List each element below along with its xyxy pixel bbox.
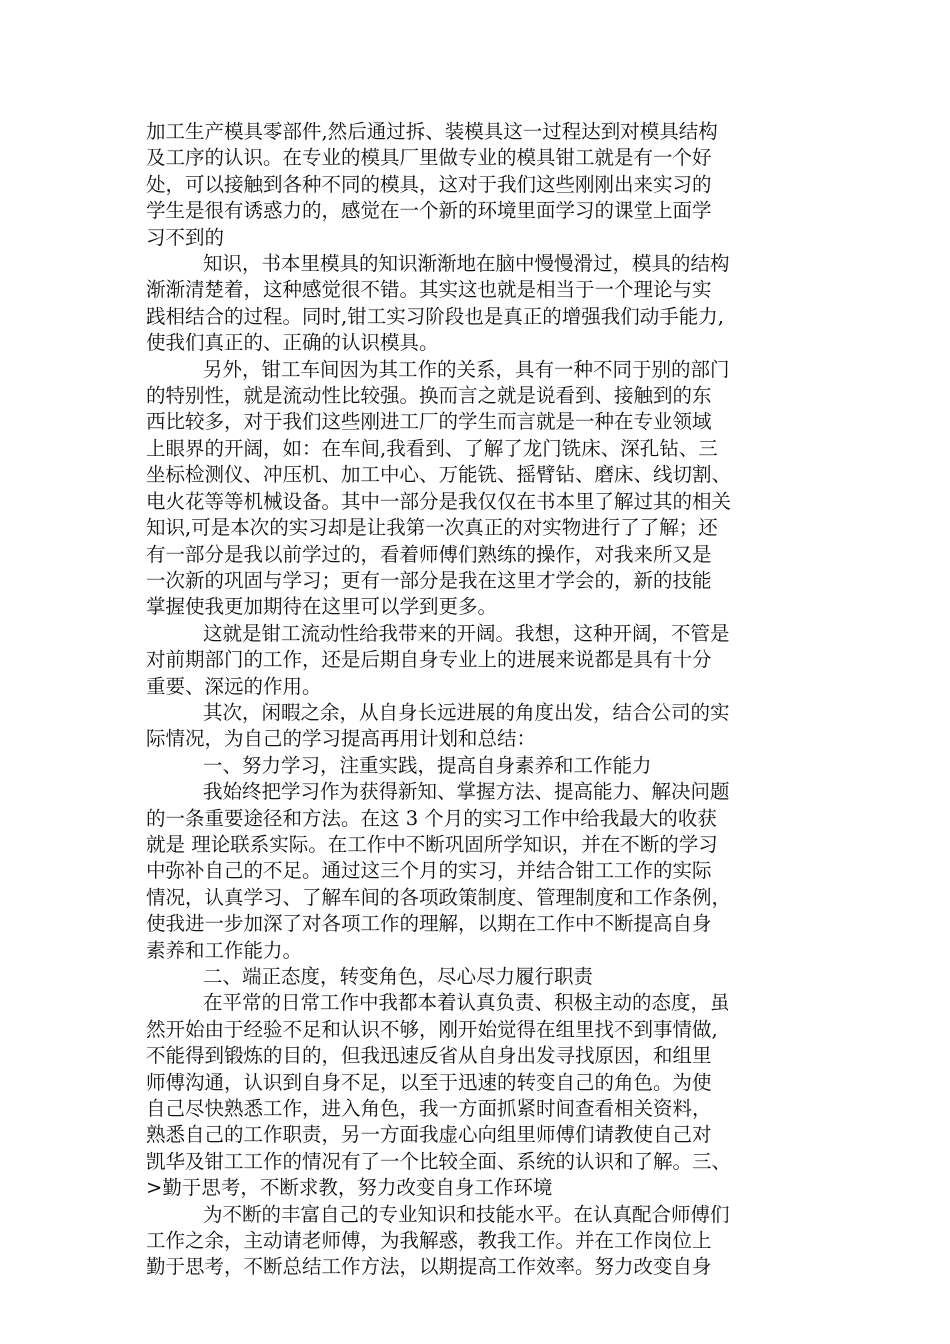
text-line: 为不断的丰富自己的专业知识和技能水平。在认真配合师傅们 <box>203 1202 730 1226</box>
text-line: 二、端正态度，转变角色，尽心尽力履行职责 <box>203 965 594 988</box>
text-line: 知识，书本里模具的知识渐渐地在脑中慢慢滑过，模具的结构 <box>203 252 730 276</box>
text-line: 不能得到锻炼的目的，但我迅速反省从自身出发寻找原因，和组里 <box>146 1044 712 1068</box>
text-line: 加工生产模具零部件,然后通过拆、装模具这一过程达到对模具结构 <box>146 120 718 143</box>
text-line: 我始终把学习作为获得新知、掌握方法、提高能力、解决问题 <box>203 780 730 804</box>
document-body <box>146 119 824 1281</box>
text-line: 的一条重要途径和方法。在这 3 个月的实习工作中给我最大的收获 <box>146 806 717 830</box>
text-line: 勤于思考，不断总结工作方法，以期提高工作效率。努力改变自身 <box>146 1255 712 1279</box>
text-line: 的特别性，就是流动性比较强。换而言之就是说看到、接触到的东 <box>146 384 712 408</box>
text-line: 凯华及钳工工作的情况有了一个比较全面、系统的认识和了解。三、 <box>146 1149 732 1173</box>
text-line: 习不到的 <box>146 225 225 249</box>
text-line: 电火花等等机械设备。其中一部分是我仅仅在书本里了解过其的相关 <box>146 489 732 513</box>
text-line: 熟悉自己的工作职责，另一方面我虚心向组里师傅们请教使自己对 <box>146 1123 712 1147</box>
text-line: 使我进一步加深了对各项工作的理解，以期在工作中不断提高自身 <box>146 912 712 936</box>
text-line: 际情况，为自己的学习提高再用计划和总结： <box>146 727 537 751</box>
text-line: 自己尽快熟悉工作，进入角色，我一方面抓紧时间查看相关资料， <box>146 1097 712 1121</box>
text-line: 有一部分是我以前学过的，看着师傅们熟练的操作，对我来所又是 <box>146 542 712 566</box>
text-line: 中弥补自己的不足。通过这三个月的实习，并结合钳工工作的实际 <box>146 859 712 883</box>
text-line: 重要、深远的作用。 <box>146 674 322 698</box>
text-line: 素养和工作能力。 <box>146 938 303 962</box>
text-line: 坐标检测仪、冲压机、加工中心、万能铣、摇臂钻、磨床、线切割、 <box>146 463 732 487</box>
text-line: 处，可以接触到各种不同的模具，这对于我们这些刚刚出来实习的 <box>146 172 712 196</box>
text-line: 渐渐清楚着，这种感觉很不错。其实这也就是相当于一个理论与实 <box>146 278 712 302</box>
text-line: 一次新的巩固与学习；更有一部分是我在这里才学会的，新的技能 <box>146 568 712 592</box>
text-line: >勤于思考，不断求教，努力改变自身工作环境 <box>146 1176 553 1200</box>
text-line: 另外，钳工车间因为其工作的关系，具有一种不同于别的部门 <box>203 357 730 381</box>
text-line: 知识,可是本次的实习却是让我第一次真正的对实物进行了了解；还 <box>146 516 718 540</box>
text-line: 学生是很有诱惑力的，感觉在一个新的环境里面学习的课堂上面学 <box>146 199 712 223</box>
text-line: 践相结合的过程。同时,钳工实习阶段也是真正的增强我们动手能力, <box>146 304 724 328</box>
text-line: 西比较多，对于我们这些刚进工厂的学生而言就是一种在专业领域 <box>146 410 712 434</box>
text-line: 其次，闲暇之余，从自身长远进展的角度出发，结合公司的实 <box>203 700 730 724</box>
text-line: 一、努力学习，注重实践，提高自身素养和工作能力 <box>203 753 652 777</box>
text-line: 师傅沟通，认识到自身不足，以至于迅速的转变自己的角色。为使 <box>146 1070 712 1094</box>
text-line: 使我们真正的、正确的认识模具。 <box>146 331 439 355</box>
text-line: 就是 理论联系实际。在工作中不断巩固所学知识，并在不断的学习 <box>146 832 718 856</box>
text-line: 这就是钳工流动性给我带来的开阔。我想，这种开阔，不管是 <box>203 621 730 645</box>
text-line: 在平常的日常工作中我都本着认真负责、积极主动的态度，虽 <box>203 991 730 1015</box>
text-line: 情况，认真学习、了解车间的各项政策制度、管理制度和工作条例， <box>146 885 732 909</box>
text-line: 上眼界的开阔，如：在车间,我看到、了解了龙门铣床、深孔钻、三 <box>146 436 718 460</box>
text-line: 及工序的认识。在专业的模具厂里做专业的模具钳工就是有一个好 <box>146 146 712 170</box>
text-line: 然开始由于经验不足和认识不够，刚开始觉得在组里找不到事情做, <box>146 1017 718 1041</box>
text-line: 工作之余，主动请老师傅，为我解惑，教我工作。并在工作岗位上 <box>146 1229 712 1253</box>
text-line: 对前期部门的工作，还是后期自身专业上的进展来说都是具有十分 <box>146 648 712 672</box>
text-line: 掌握使我更加期待在这里可以学到更多。 <box>146 595 498 619</box>
